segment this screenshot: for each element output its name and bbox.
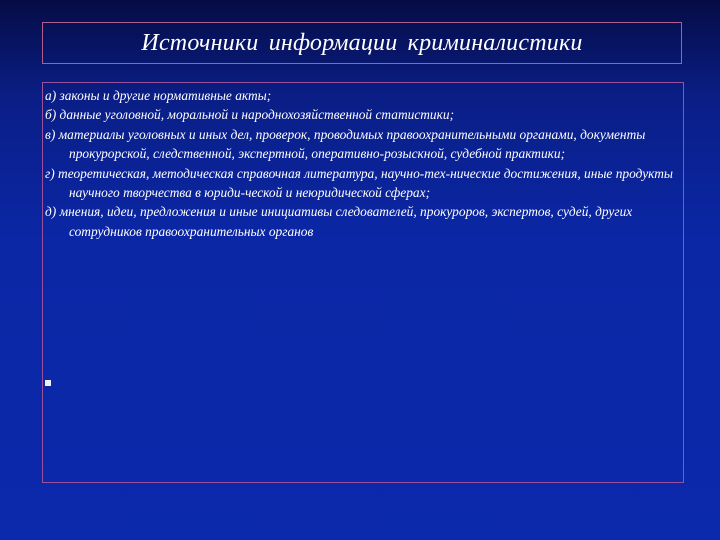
slide-title: Источники информации криминалистики <box>141 29 583 56</box>
list-item-laws: а) законы и другие нормативные акты; <box>45 88 272 103</box>
list-item-opinions: д) мнения, идеи, предложения и иные инициативы следователей, прокуроров, экспертов, судей, других сотрудников правоохранительных органов <box>45 204 633 239</box>
slide-content-box <box>42 82 684 483</box>
slide-title-box <box>42 22 682 64</box>
list-item-statistics: б) данные уголовной, моральной и народнохозяйственной статистики; <box>45 107 455 123</box>
list-item-case-materials: в) материалы уголовных и иных дел, проверок, проводимых правоохранительными органами, документы прокурорской, следственной, экспертной, оперативно-розыскной, судебной практики; <box>45 126 646 162</box>
empty-bullet-icon <box>45 380 51 386</box>
source-list <box>45 86 685 241</box>
list-item-literature: г) теоретическая, методическая справочная литература, научно-тех-нические достижения, иные продукты научного творчества в юриди-ческой и неюридической сферах; <box>45 165 673 201</box>
